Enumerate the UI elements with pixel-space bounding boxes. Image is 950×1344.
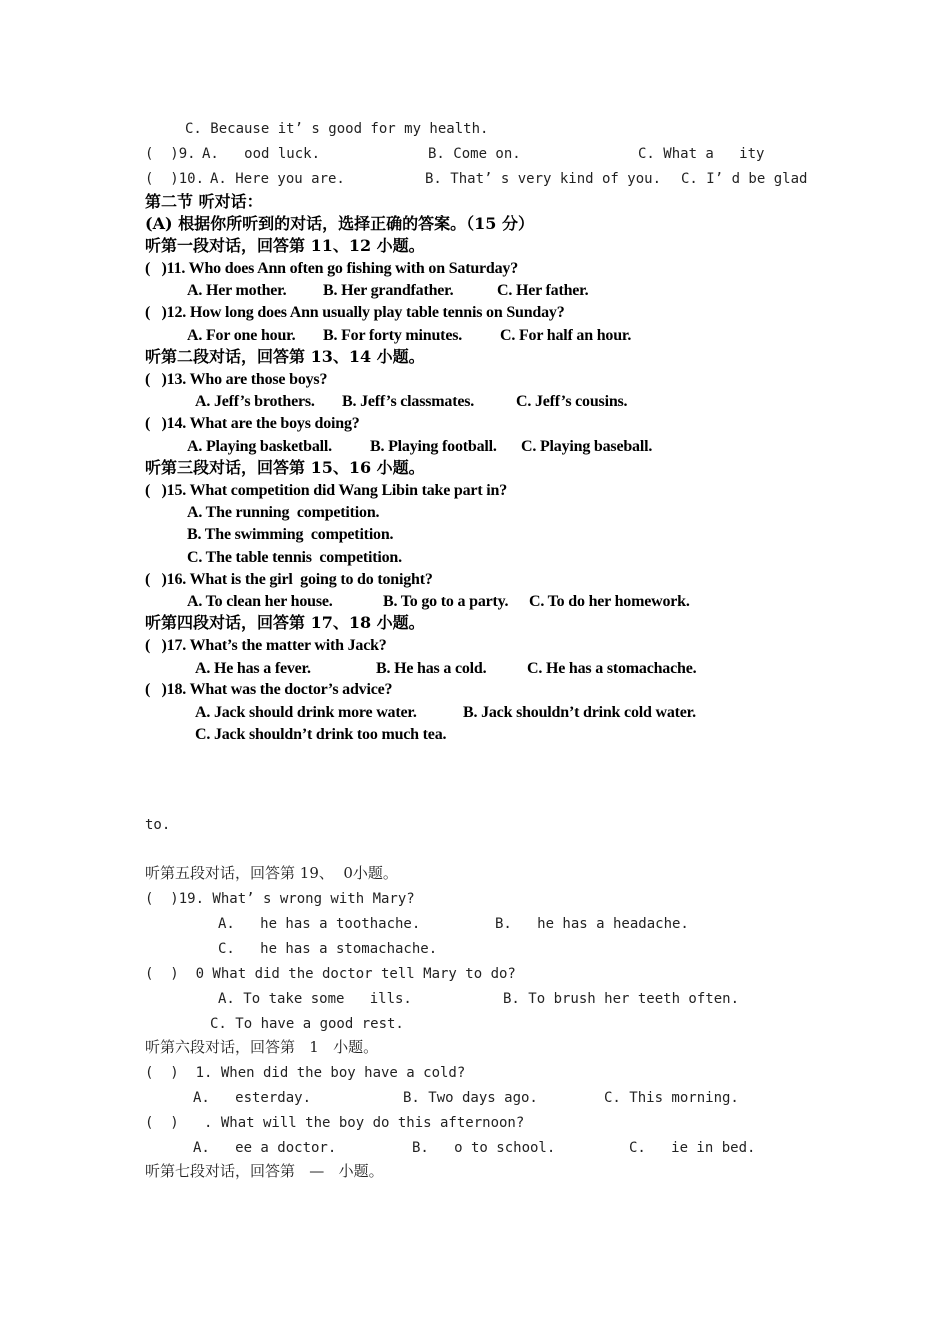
q22-option-c: C. ie in bed. <box>629 1140 756 1156</box>
q20-option-c: C. To have a good rest. <box>210 1016 404 1032</box>
q20-stem: ( ) 0 What did the doctor tell Mary to do? <box>145 966 516 982</box>
q13-stem: ( )13. Who are those boys? <box>145 371 328 388</box>
q19-option-c: C. he has a stomachache. <box>218 941 438 957</box>
q17-option-c: C. He has a stomachache. <box>527 660 697 677</box>
q18-stem: ( )18. What was the doctor’s advice? <box>145 681 393 698</box>
part3-heading: 听第三段对话，回答第 15、16 小题。 <box>145 458 425 477</box>
part6-heading: 听第六段对话，回答第 1 小题。 <box>145 1038 379 1056</box>
q15-stem: ( )15. What competition did Wang Libin take part in? <box>145 482 507 499</box>
q20-option-a: A. To take some ills. <box>218 991 412 1007</box>
q18-option-b: B. Jack shouldn’t drink cold water. <box>463 704 696 721</box>
q17-option-a: A. He has a fever. <box>195 660 311 677</box>
q22-option-b: B. o to school. <box>412 1140 556 1156</box>
q9-number: ( )9. <box>145 146 196 162</box>
q21-stem: ( ) 1. When did the boy have a cold? <box>145 1065 466 1081</box>
q15-option-c: C. The table tennis competition. <box>187 549 402 566</box>
q16-option-c: C. To do her homework. <box>529 593 690 610</box>
q12-stem: ( )12. How long does Ann usually play table tennis on Sunday? <box>145 304 565 321</box>
q22-stem: ( ) . What will the boy do this afternoon? <box>145 1115 525 1131</box>
trailing-to: to. <box>145 817 171 833</box>
q21-option-c: C. This morning. <box>604 1090 739 1106</box>
q10-number: ( )10. <box>145 171 205 187</box>
q18-option-a: A. Jack should drink more water. <box>195 704 417 721</box>
q12-option-b: B. For forty minutes. <box>323 327 463 344</box>
q10-option-c: C. I’ d be glad <box>681 171 808 187</box>
q14-stem: ( )14. What are the boys doing? <box>145 415 360 432</box>
q10-option-a: A. Here you are. <box>210 171 345 187</box>
q14-option-b: B. Playing football. <box>370 438 497 455</box>
part5-heading: 听第五段对话，回答第 19、 0小题。 <box>145 864 398 882</box>
part1-heading: 听第一段对话，回答第 11、12 小题。 <box>145 236 425 255</box>
q13-option-c: C. Jeff’s cousins. <box>516 393 628 410</box>
q15-option-a: A. The running competition. <box>187 504 380 521</box>
part7-heading: 听第七段对话，回答第 — 小题。 <box>145 1162 384 1180</box>
q12-option-c: C. For half an hour. <box>500 327 632 344</box>
q11-option-c: C. Her father. <box>497 282 589 299</box>
q9-option-b: B. Come on. <box>428 146 521 162</box>
q19-stem: ( )19. What’ s wrong with Mary? <box>145 891 415 907</box>
q9-option-c: C. What a ity <box>638 146 765 162</box>
q16-option-a: A. To clean her house. <box>187 593 333 610</box>
q17-option-b: B. He has a cold. <box>376 660 487 677</box>
q16-stem: ( )16. What is the girl going to do tonight? <box>145 571 433 588</box>
q21-option-a: A. esterday. <box>193 1090 312 1106</box>
q16-option-b: B. To go to a party. <box>383 593 509 610</box>
q11-stem: ( )11. Who does Ann often go fishing with on Saturday? <box>145 260 519 277</box>
q10-option-b: B. That’ s very kind of you. <box>425 171 662 187</box>
q19-option-b: B. he has a headache. <box>495 916 689 932</box>
q20-option-b: B. To brush her teeth often. <box>503 991 740 1007</box>
section-title: 第二节 听对话： <box>145 192 263 211</box>
q19-option-a: A. he has a toothache. <box>218 916 421 932</box>
part4-heading: 听第四段对话，回答第 17、18 小题。 <box>145 613 425 632</box>
q14-option-a: A. Playing basketball. <box>187 438 332 455</box>
q15-option-b: B. The swimming competition. <box>187 526 394 543</box>
q22-option-a: A. ee a doctor. <box>193 1140 337 1156</box>
q9-option-a: A. ood luck. <box>202 146 321 162</box>
q11-option-b: B. Her grandfather. <box>323 282 454 299</box>
q12-option-a: A. For one hour. <box>187 327 296 344</box>
q17-stem: ( )17. What’s the matter with Jack? <box>145 637 387 654</box>
section-instruction: (A) 根据你所听到的对话，选择正确的答案。（15 分） <box>145 214 534 233</box>
q13-option-b: B. Jeff’s classmates. <box>342 393 475 410</box>
q11-option-a: A. Her mother. <box>187 282 287 299</box>
q13-option-a: A. Jeff’s brothers. <box>195 393 315 410</box>
q14-option-c: C. Playing baseball. <box>521 438 653 455</box>
part2-heading: 听第二段对话，回答第 13、14 小题。 <box>145 347 425 366</box>
q8-option-c: C. Because it’ s good for my health. <box>185 121 489 137</box>
q18-option-c: C. Jack shouldn’t drink too much tea. <box>195 726 447 743</box>
q21-option-b: B. Two days ago. <box>403 1090 538 1106</box>
